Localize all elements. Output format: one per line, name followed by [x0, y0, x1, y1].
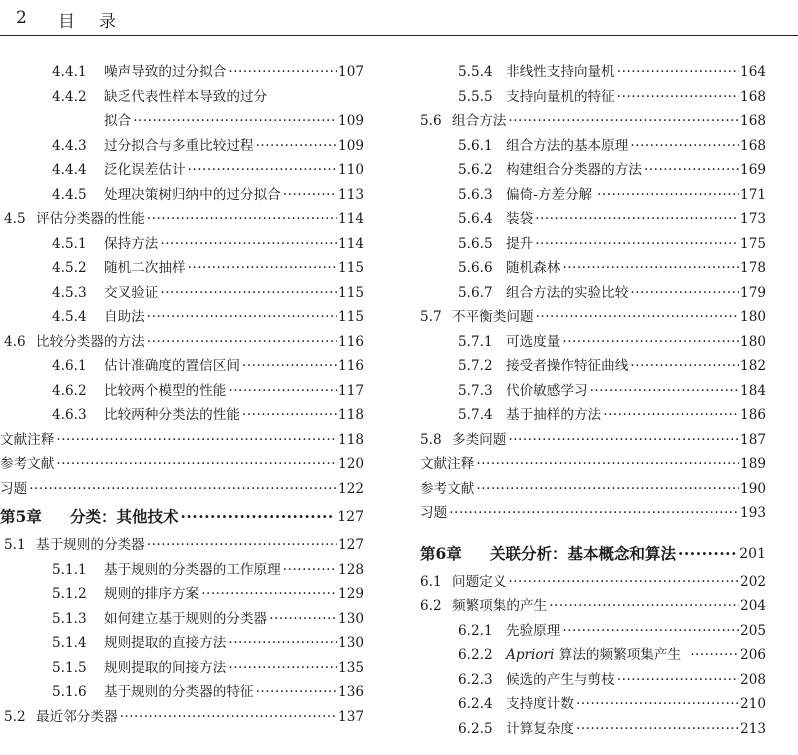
toc-left-column	[0, 60, 372, 729]
toc-entry	[420, 428, 798, 453]
toc-entry-page: 180	[740, 333, 766, 350]
toc-entry-page: 213	[740, 720, 766, 737]
toc-entry-page: 115	[338, 309, 364, 325]
toc-entry-number: 4.5	[4, 211, 26, 227]
toc-entry-title: 估计准确度的置信区间	[104, 358, 240, 374]
toc-entry	[0, 501, 372, 533]
toc-entry	[0, 207, 372, 232]
dot-leader	[181, 501, 336, 533]
toc-entry-page: 175	[740, 235, 766, 252]
toc-entry-number: 第6章	[420, 543, 462, 563]
toc-entry-title: 参考文献	[420, 480, 475, 497]
toc-entry	[0, 109, 372, 134]
dot-leader	[597, 183, 739, 208]
toc-entry	[0, 477, 372, 502]
dot-leader	[508, 428, 739, 453]
toc-entry	[0, 256, 372, 281]
toc-entry-number: 6.2.3	[458, 671, 493, 688]
toc-entry-title: 习题	[0, 480, 28, 497]
dot-leader	[617, 85, 739, 110]
toc-entry-title: 如何建立基于规则的分类器	[104, 610, 268, 627]
dot-leader	[256, 680, 337, 705]
toc-entry-number: 4.4.3	[52, 137, 87, 154]
toc-entry-page: 118	[338, 407, 364, 423]
dot-leader	[690, 643, 739, 668]
toc-entry-title: 支持度计数	[506, 696, 574, 712]
dot-leader	[476, 477, 739, 502]
dot-leader	[603, 403, 739, 428]
toc-entry-title: 可选度量	[506, 333, 561, 350]
dot-leader	[536, 305, 739, 330]
toc-entry	[0, 558, 372, 583]
toc-entry-page: 135	[338, 659, 364, 676]
toc-entry	[420, 403, 798, 428]
toc-entry-page: 182	[740, 358, 766, 374]
toc-entry	[0, 281, 372, 306]
toc-entry-number: 5.6.3	[458, 186, 493, 203]
dot-leader	[56, 428, 337, 453]
toc-entry-page: 186	[740, 407, 766, 423]
toc-entry-number: 5.7.2	[458, 358, 493, 374]
toc-entry-page: 193	[740, 505, 766, 521]
toc-entry-title: 拟合	[104, 113, 132, 129]
dot-leader	[228, 656, 337, 681]
toc-entry-title: 文献注释	[0, 431, 55, 448]
dot-leader	[630, 134, 739, 159]
toc-entry-page: 113	[338, 186, 364, 203]
toc-entry-title: 最近邻分类器	[36, 708, 118, 725]
toc-entry	[0, 607, 372, 632]
dot-leader	[283, 183, 337, 208]
header-rule	[0, 35, 798, 36]
toc-entry-title: 代价敏感学习	[506, 382, 588, 399]
toc-entry-title: 不平衡类问题	[452, 309, 534, 325]
toc-entry-title: 随机二次抽样	[104, 260, 186, 276]
toc-entry-title: 构建组合分类器的方法	[506, 162, 642, 178]
toc-entry	[420, 477, 798, 502]
dot-leader	[617, 60, 739, 85]
toc-entry-title: 候选的产生与剪枝	[506, 671, 615, 688]
toc-entry-number: 5.6.2	[458, 162, 493, 178]
dot-leader	[133, 109, 337, 134]
toc-entry-page: 168	[740, 137, 766, 154]
toc-entry-page: 210	[740, 696, 766, 712]
dot-leader	[256, 134, 337, 159]
dot-leader	[562, 330, 739, 355]
toc-entry-number: 第5章	[0, 507, 42, 526]
toc-entry-page: 171	[740, 186, 766, 203]
dot-leader	[242, 403, 337, 428]
toc-entry-page: 130	[338, 610, 364, 627]
toc-entry-number: 4.6.3	[52, 407, 87, 423]
toc-entry-title: 参考文献	[0, 456, 55, 472]
toc-entry	[420, 281, 798, 306]
toc-entry-title: 习题	[420, 505, 448, 521]
toc-entry-title: 处理决策树归纳中的过分拟合	[104, 186, 281, 203]
dot-leader	[535, 232, 739, 257]
toc-entry-page: 202	[740, 573, 766, 590]
toc-entry-number: 5.1.4	[52, 635, 87, 651]
toc-entry-title: 组合方法	[452, 113, 507, 129]
toc-entry-number: 4.4.1	[52, 64, 87, 80]
page-header	[0, 0, 798, 40]
toc-entry-number: 4.5.1	[52, 235, 87, 252]
toc-entry	[420, 619, 798, 644]
toc-entry-title: 交叉验证	[104, 284, 159, 301]
dot-leader	[549, 594, 739, 619]
toc-entry-number: 4.6	[4, 333, 26, 350]
toc-entry-number: 5.2	[4, 708, 26, 725]
toc-entry-page: 116	[338, 358, 364, 374]
dot-leader	[630, 354, 739, 379]
dot-leader	[147, 330, 337, 355]
toc-entry-number: 6.2.2	[458, 647, 493, 663]
page-number: 2	[16, 8, 27, 28]
toc-entry-page: 173	[740, 211, 766, 227]
dot-leader	[576, 717, 739, 742]
dot-leader	[56, 452, 337, 477]
toc-entry-title: 组合方法的实验比较	[506, 284, 629, 301]
toc-entry	[0, 60, 372, 85]
toc-entry-number: 5.7.1	[458, 333, 493, 350]
toc-entry-title: 规则提取的间接方法	[104, 659, 227, 676]
toc-entry	[420, 526, 798, 538]
toc-entry-page: 187	[740, 431, 766, 448]
toc-entry	[0, 452, 372, 477]
toc-entry-number: 5.8	[420, 431, 442, 448]
toc-entry	[420, 305, 798, 330]
toc-entry-number: 4.6.1	[52, 358, 87, 374]
toc-entry	[420, 379, 798, 404]
dot-leader	[147, 207, 337, 232]
toc-entry-title: 多类问题	[452, 431, 507, 448]
dot-leader	[508, 109, 739, 134]
toc-entry-page: 120	[338, 456, 364, 472]
toc-entry	[0, 379, 372, 404]
toc-entry-title: 先验原理	[506, 622, 561, 639]
toc-entry-title: 文献注释	[420, 456, 475, 472]
toc-entry-title: 接受者操作特征曲线	[506, 358, 629, 374]
toc-entry-page: 179	[740, 284, 766, 301]
toc-entry-title: 频繁项集的产生	[452, 598, 548, 614]
toc-entry	[0, 582, 372, 607]
toc-entry	[0, 85, 372, 110]
toc-entry-number: 5.5.4	[458, 64, 493, 80]
dot-leader	[678, 538, 737, 570]
toc-entry	[420, 501, 798, 526]
toc-entry	[0, 330, 372, 355]
toc-entry-number: 5.5.5	[458, 88, 493, 105]
toc-entry-number: 4.5.4	[52, 309, 87, 325]
toc-entry-number: 6.2.5	[458, 720, 493, 737]
toc-entry-number: 5.1	[4, 537, 26, 553]
toc-entry-number: 5.6.6	[458, 260, 493, 276]
toc-entry	[0, 533, 372, 558]
dot-leader	[630, 281, 739, 306]
toc-entry-page: 180	[740, 309, 766, 325]
toc-entry-title: 组合方法的基本原理	[506, 137, 629, 154]
toc-entry	[0, 631, 372, 656]
toc-entry-page: 127	[338, 537, 364, 553]
dot-leader	[269, 607, 337, 632]
toc-entry	[420, 692, 798, 717]
dot-leader	[188, 256, 337, 281]
toc-entry-title: 自助法	[104, 309, 145, 325]
toc-entry-title: 偏倚-方差分解	[506, 186, 593, 203]
toc-entry	[0, 134, 372, 159]
toc-entry	[420, 134, 798, 159]
toc-entry	[420, 668, 798, 693]
toc-entry	[420, 207, 798, 232]
toc-entry-page: 189	[740, 456, 766, 472]
toc-entry-title: 过分拟合与多重比较过程	[104, 137, 254, 154]
dot-leader	[188, 158, 337, 183]
toc-entry-page: 110	[338, 162, 364, 178]
toc-entry-title: 基于抽样的方法	[506, 407, 602, 423]
toc-entry-page: 164	[740, 64, 766, 80]
toc-entry	[0, 354, 372, 379]
toc-entry-page: 168	[740, 88, 766, 105]
toc-entry-page: 208	[740, 671, 766, 688]
toc-entry	[420, 330, 798, 355]
dot-leader	[562, 619, 739, 644]
toc-entry-number: 5.1.5	[52, 659, 87, 676]
toc-entry-page: 114	[338, 211, 364, 227]
dot-leader	[29, 477, 337, 502]
toc-entry-page: 114	[338, 235, 364, 252]
toc-entry-title: 分类：其他技术	[70, 507, 179, 526]
toc-entry	[420, 183, 798, 208]
dot-leader	[283, 558, 337, 583]
toc-entry-title: Apriori 算法的频繁项集产生	[506, 647, 682, 663]
toc-entry-title: 基于规则的分类器的工作原理	[104, 561, 281, 578]
toc-entry-number: 6.2	[420, 598, 442, 614]
toc-entry-page: 117	[338, 382, 364, 399]
toc-entry	[420, 594, 798, 619]
toc-entry-page: 122	[338, 480, 364, 497]
toc-entry-page: 109	[338, 137, 364, 154]
toc-entry-number: 5.7.4	[458, 407, 493, 423]
toc-entry-page: 204	[740, 598, 766, 614]
toc-entry-number: 5.6.7	[458, 284, 493, 301]
toc-entry	[420, 570, 798, 595]
toc-entry-page: 178	[740, 260, 766, 276]
toc-entry-number: 5.7.3	[458, 382, 493, 399]
toc-entry-title: 规则提取的直接方法	[104, 635, 227, 651]
toc-entry-number: 5.1.2	[52, 586, 87, 602]
dot-leader	[242, 354, 337, 379]
toc-entry-page: 115	[338, 260, 364, 276]
dot-leader	[535, 207, 739, 232]
toc-entry-number: 4.6.2	[52, 382, 87, 399]
toc-entry	[420, 452, 798, 477]
toc-entry	[0, 403, 372, 428]
toc-entry-title: 缺乏代表性样本导致的过分	[104, 88, 268, 105]
toc-entry-title: 非线性支持向量机	[506, 64, 615, 80]
dot-leader	[228, 60, 337, 85]
toc-entry-page: 137	[338, 708, 364, 725]
toc-entry-page: 205	[740, 622, 766, 639]
toc-entry	[420, 60, 798, 85]
toc-entry	[420, 717, 798, 742]
toc-entry	[0, 158, 372, 183]
toc-entry-title: 保持方法	[104, 235, 159, 252]
toc-entry	[420, 85, 798, 110]
toc-entry-number: 5.7	[420, 309, 442, 325]
toc-entry-page: 184	[740, 382, 766, 399]
dot-leader	[201, 582, 337, 607]
toc-entry	[0, 680, 372, 705]
toc-entry-page: 201	[739, 545, 766, 562]
toc-entry	[420, 232, 798, 257]
toc-entry-number: 6.2.1	[458, 622, 493, 639]
dot-leader	[228, 631, 337, 656]
toc-entry-page: 127	[337, 509, 364, 525]
dot-leader	[120, 705, 337, 730]
dot-leader	[449, 501, 739, 526]
dot-leader	[590, 379, 739, 404]
toc-entry-title: 噪声导致的过分拟合	[104, 64, 227, 80]
toc-entry-page: 129	[338, 586, 364, 602]
toc-entry-page: 136	[338, 684, 364, 700]
toc-entry	[420, 256, 798, 281]
toc-entry	[0, 305, 372, 330]
toc-entry	[420, 643, 798, 668]
dot-leader	[160, 232, 337, 257]
dot-leader	[576, 692, 739, 717]
toc-entry-number: 5.1.1	[52, 561, 87, 578]
toc-entry-page: 169	[740, 162, 766, 178]
toc-entry-page: 128	[338, 561, 364, 578]
toc-entry-title: 比较分类器的方法	[36, 333, 145, 350]
dot-leader	[228, 379, 337, 404]
toc-entry	[0, 656, 372, 681]
toc-entry-page: 190	[740, 480, 766, 497]
toc-entry	[420, 109, 798, 134]
toc-entry-number: 4.4.4	[52, 162, 87, 178]
toc-entry-title: 评估分类器的性能	[36, 211, 145, 227]
dot-leader	[147, 305, 337, 330]
toc-entry-title: 计算复杂度	[506, 720, 574, 737]
toc-entry-page: 115	[338, 284, 364, 301]
toc-right-column	[420, 60, 798, 741]
toc-entry	[420, 354, 798, 379]
toc-entry-number: 5.6.4	[458, 211, 493, 227]
dot-leader	[562, 256, 739, 281]
toc-entry-number: 4.4.2	[52, 88, 87, 105]
toc-entry-number: 4.4.5	[52, 186, 87, 203]
dot-leader	[147, 533, 337, 558]
toc-entry-page: 109	[338, 113, 364, 129]
toc-entry-page: 168	[740, 113, 766, 129]
toc-entry-title: 关联分析：基本概念和算法	[490, 543, 677, 563]
toc-entry-title: 基于规则的分类器的特征	[104, 684, 254, 700]
toc-entry-number: 5.6.1	[458, 137, 493, 154]
toc-entry-title: 随机森林	[506, 260, 561, 276]
toc-entry-title: 提升	[506, 235, 534, 252]
toc-entry-number: 5.1.6	[52, 684, 87, 700]
toc-entry	[0, 183, 372, 208]
toc-entry-title: 比较两种分类法的性能	[104, 407, 240, 423]
toc-entry-number: 6.2.4	[458, 696, 493, 712]
toc-entry-number: 5.1.3	[52, 610, 87, 627]
toc-entry-title: 装袋	[506, 211, 534, 227]
toc-entry-page: 116	[338, 333, 364, 350]
toc-entry-page: 107	[338, 64, 364, 80]
dot-leader	[617, 668, 739, 693]
toc-entry-number: 5.6.5	[458, 235, 493, 252]
dot-leader	[644, 158, 739, 183]
toc-entry-title: 规则的排序方案	[104, 586, 200, 602]
toc-entry-number: 5.6	[420, 113, 442, 129]
toc-entry-title: 比较两个模型的性能	[104, 382, 227, 399]
header-title: 目录	[58, 12, 140, 32]
dot-leader	[160, 281, 337, 306]
toc-entry	[0, 428, 372, 453]
toc-entry-title: 泛化误差估计	[104, 162, 186, 178]
toc-entry	[0, 705, 372, 730]
toc-entry-page: 206	[740, 647, 766, 663]
toc-entry-title: 支持向量机的特征	[506, 88, 615, 105]
toc-entry-page: 130	[338, 635, 364, 651]
dot-leader	[508, 570, 739, 595]
toc-entry-title: 问题定义	[452, 573, 507, 590]
toc-entry	[420, 538, 798, 570]
toc-entry-number: 4.5.2	[52, 260, 87, 276]
toc-entry-number: 6.1	[420, 573, 442, 590]
toc-entry	[0, 232, 372, 257]
toc-entry	[420, 158, 798, 183]
dot-leader	[476, 452, 739, 477]
toc-entry-page: 118	[338, 431, 364, 448]
toc-entry-title: 基于规则的分类器	[36, 537, 145, 553]
toc-entry-number: 4.5.3	[52, 284, 87, 301]
